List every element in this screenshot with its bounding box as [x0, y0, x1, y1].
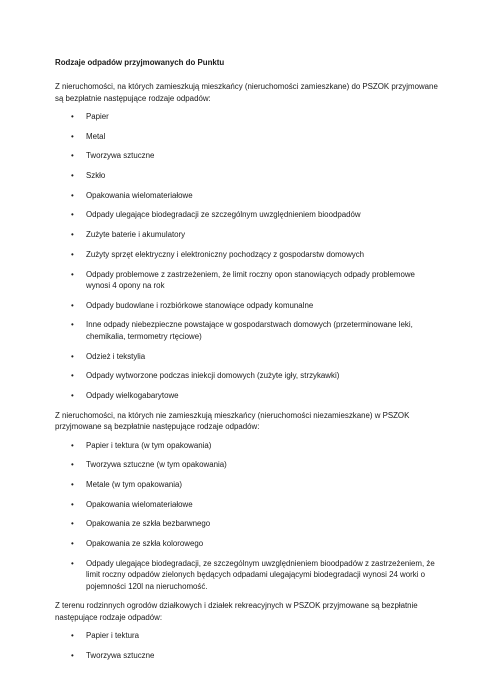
bullet-icon: •	[71, 631, 74, 641]
list-item	[55, 630, 440, 642]
list-item	[55, 209, 440, 221]
bullet-icon: •	[71, 351, 74, 361]
list-item-text: Odpady ulegające biodegradacji, ze szczególnym uwzględnieniem bioodpadów z zastrzeżeniem, że limit roczny odpadów zielonych będących odpadami ulegającymi biodegradacji wynosi 24 worki o pojemności 120l na nieruchomość.	[86, 558, 435, 591]
list-item	[55, 459, 440, 471]
list-item	[55, 111, 440, 123]
list-item-text: Odpady ulegające biodegradacji ze szczególnym uwzględnieniem bioodpadów	[86, 210, 361, 220]
list-item	[55, 558, 440, 593]
waste-list	[55, 630, 440, 661]
list-item-text: Tworzywa sztuczne	[86, 651, 155, 661]
list-item	[55, 150, 440, 162]
list-item-text: Papier i tektura (w tym opakowania)	[86, 440, 212, 450]
list-item-text: Zużyty sprzęt elektryczny i elektroniczny pochodzący z gospodarstw domowych	[86, 249, 365, 259]
bullet-icon: •	[71, 171, 74, 181]
list-item	[55, 319, 440, 342]
list-item	[55, 269, 440, 292]
list-item-text: Tworzywa sztuczne	[86, 151, 155, 161]
bullet-icon: •	[71, 499, 74, 509]
list-item	[55, 170, 440, 182]
bullet-icon: •	[71, 300, 74, 310]
bullet-icon: •	[71, 519, 74, 529]
list-item	[55, 131, 440, 143]
bullet-icon: •	[71, 112, 74, 121]
waste-list	[55, 440, 440, 593]
bullet-icon: •	[71, 320, 74, 330]
bullet-icon: •	[71, 480, 74, 489]
list-item-text: Papier i tektura	[86, 631, 140, 641]
list-item-text: Inne odpady niebezpieczne powstające w gospodarstwach domowych (przeterminowane leki, chemikalia, termometry rtęciowe)	[86, 320, 413, 341]
list-item-text: Odzież i tekstylia	[86, 351, 146, 361]
bullet-icon: •	[71, 440, 74, 450]
bullet-icon: •	[71, 151, 74, 161]
list-item	[55, 518, 440, 530]
bullet-icon: •	[71, 131, 74, 141]
list-item-text: Opakowania ze szkła bezbarwnego	[86, 519, 211, 529]
list-item-text: Szkło	[86, 171, 106, 181]
section-intro: Z nieruchomości, na których zamieszkują mieszkańcy (nieruchomości zamieszkane) do PSZOK przyjmowane są bezpłatnie następujące rodzaje odpadów:	[55, 82, 438, 103]
list-item-text: Opakowania wielomateriałowe	[86, 499, 193, 509]
list-item	[55, 390, 440, 402]
bullet-icon: •	[71, 390, 74, 400]
list-item	[55, 650, 440, 662]
list-item-text: Odpady problemowe z zastrzeżeniem, że limit roczny opon stanowiących odpady problemowe wynosi 4 opony na rok	[86, 269, 415, 290]
list-item-text: Zużyte baterie i akumulatory	[86, 230, 186, 240]
document-title: Rodzaje odpadów przyjmowanych do Punktu	[55, 58, 225, 67]
list-item	[55, 440, 440, 452]
bullet-icon: •	[71, 190, 74, 200]
list-item-text: Opakowania wielomateriałowe	[86, 190, 193, 200]
list-item-text: Odpady budowlane i rozbiórkowe stanowiące odpady komunalne	[86, 300, 314, 310]
bullet-icon: •	[71, 210, 74, 220]
list-item	[55, 249, 440, 261]
bullet-icon: •	[71, 460, 74, 470]
bullet-icon: •	[71, 651, 74, 661]
list-item-text: Odpady wielkogabarytowe	[86, 390, 179, 400]
list-item-text: Odpady wytworzone podczas iniekcji domowych (zużyte igły, strzykawki)	[86, 371, 340, 381]
waste-list	[55, 111, 440, 401]
list-item	[55, 479, 440, 491]
bullet-icon: •	[71, 230, 74, 240]
bullet-icon: •	[71, 371, 74, 381]
bullet-icon: •	[71, 249, 74, 259]
list-item	[55, 499, 440, 511]
list-item	[55, 300, 440, 312]
bullet-icon: •	[71, 539, 74, 549]
list-item-text: Tworzywa sztuczne (w tym opakowania)	[86, 460, 227, 470]
list-item	[55, 351, 440, 363]
list-item-text: Papier	[86, 112, 109, 121]
section-intro: Z nieruchomości, na których nie zamieszkują mieszkańcy (nieruchomości niezamieszkane) w PSZOK przyjmowane są bezpłatnie następujące rodzaje odpadów:	[55, 410, 410, 432]
document-content	[55, 57, 440, 670]
section-intro: Z terenu rodzinnych ogrodów działkowych i działek rekreacyjnych w PSZOK przyjmowane są bezpłatnie następujące rodzaje odpadów:	[55, 601, 418, 622]
list-item	[55, 538, 440, 550]
list-item-text: Metal	[86, 131, 106, 141]
list-item	[55, 229, 440, 241]
list-item-text: Opakowania ze szkła kolorowego	[86, 539, 204, 549]
bullet-icon: •	[71, 269, 74, 279]
list-item-text: Metale (w tym opakowania)	[86, 480, 183, 489]
list-item	[55, 370, 440, 382]
bullet-icon: •	[71, 558, 74, 568]
list-item	[55, 190, 440, 202]
